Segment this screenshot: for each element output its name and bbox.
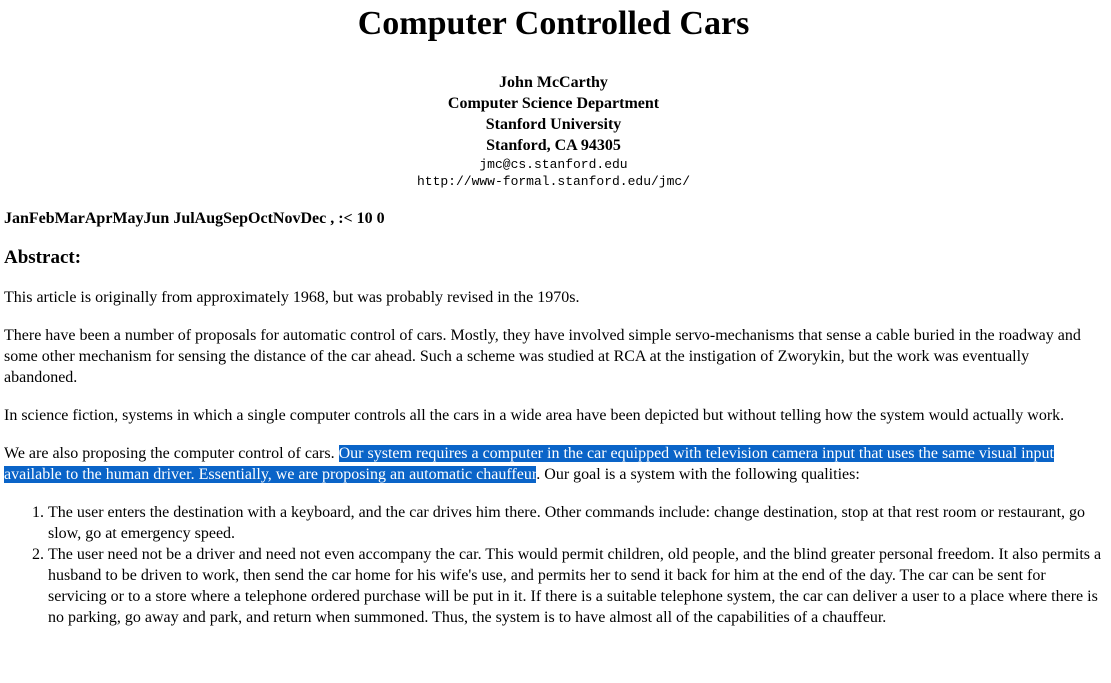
paragraph-proposal (4, 443, 1103, 485)
author-name: John McCarthy (499, 74, 608, 91)
author-block (4, 72, 1103, 190)
date-line: JanFebMarAprMayJun JulAugSepOctNovDec , :< 10 0 (4, 210, 385, 227)
paragraph-proposals: There have been a number of proposals for automatic control of cars. Mostly, they have involved simple servo-mechanisms that sense a cable buried in the roadway and some other mechanism for sensing the distance of the car ahead. Such a scheme was studied at RCA at the instigation of Zworykin, but the work was eventually abandoned. (4, 327, 1081, 386)
proposal-text-before: We are also proposing the computer control of cars. (4, 445, 339, 462)
author-email: jmc@cs.stanford.edu (479, 157, 628, 172)
qualities-list (4, 502, 1103, 628)
author-address: Stanford, CA 94305 (486, 137, 621, 154)
selected-text[interactable]: Our system requires a computer in the car equipped with television camera input that uses the same visual input available to the human driver. Essentially, we are proposing an automatic chauffeur (4, 445, 1054, 483)
paragraph-science-fiction: In science fiction, systems in which a single computer controls all the cars in a wide area have been depicted but without telling how the system would actually work. (4, 407, 1065, 424)
author-url: http://www-formal.stanford.edu/jmc/ (416, 174, 691, 189)
author-department: Computer Science Department (447, 95, 660, 112)
list-item: 2. The user need not be a driver and need not even accompany the car. This would permit children, old people, and the blind greater personal freedom. It also permits a husband to be driven to work, then send the car home for his wife's use, and permits her to send it back for him at the end of the day. The car can be sent for servicing or to a store where a telephone ordered purchase will be put in it. If there is a suitable telephone system, the car can deliver a user to a place where there is no parking, go away and park, and return when summoned. Thus, the system is to have almost all of the capabilities of a chauffeur. (48, 544, 1103, 628)
abstract-heading: Abstract: (4, 247, 82, 268)
author-university: Stanford University (485, 116, 622, 133)
document-page (0, 5, 1111, 683)
list-item: 1. The user enters the destination with a keyboard, and the car drives him there. Other commands include: change destination, stop at that rest room or restaurant, go slow, go at emergency speed. (48, 502, 1103, 544)
paragraph-origin: This article is originally from approximately 1968, but was probably revised in the 1970s. (4, 289, 580, 306)
proposal-text-after: . Our goal is a system with the following qualities: (536, 466, 860, 483)
page-title: Computer Controlled Cars (357, 5, 750, 42)
